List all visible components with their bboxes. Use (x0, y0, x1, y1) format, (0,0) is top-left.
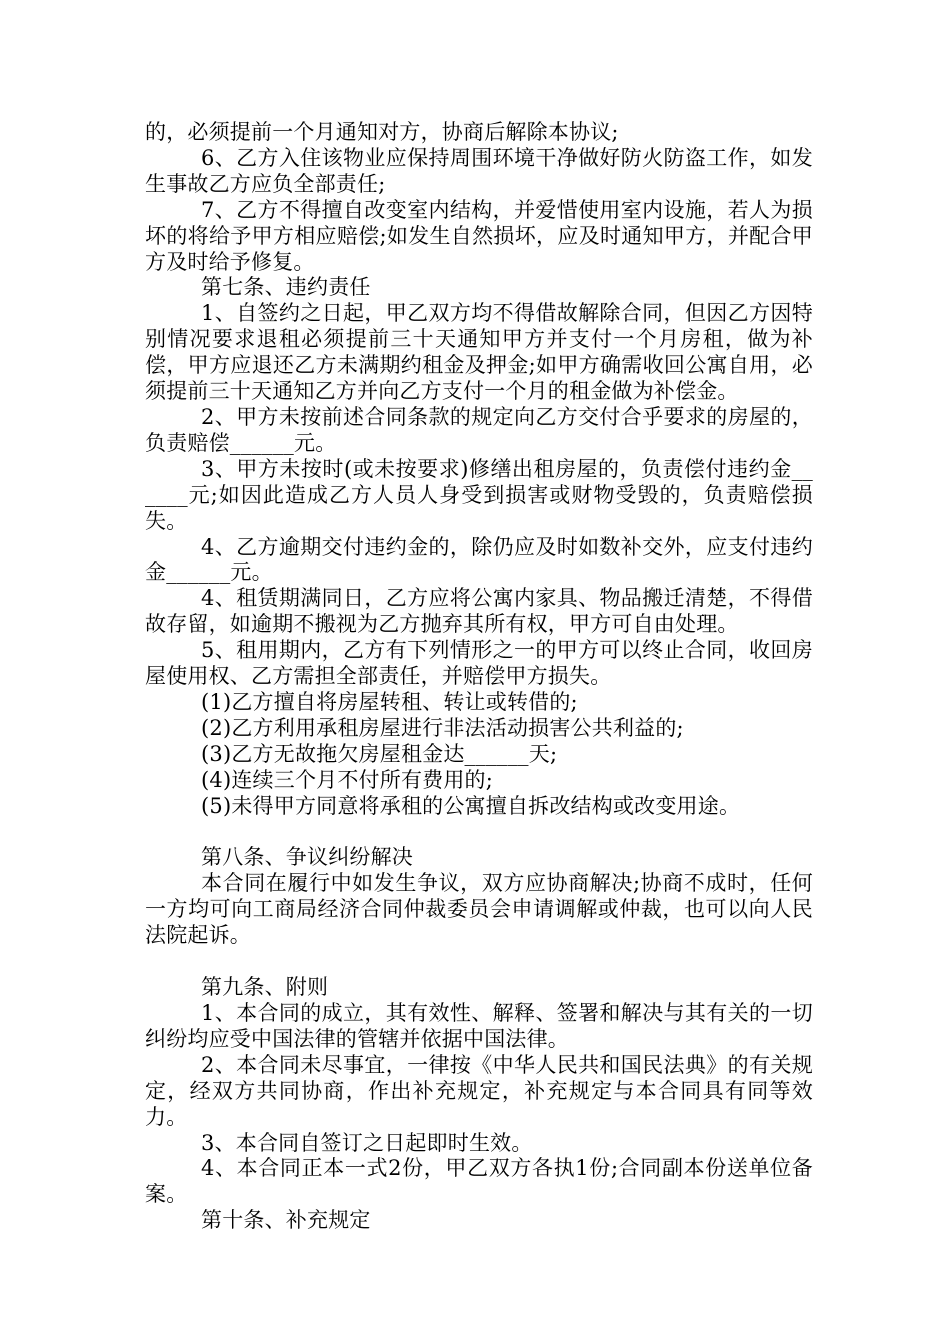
paragraph: 3、本合同自签订之日起即时生效。 (201, 1130, 533, 1155)
blank-line (145, 949, 813, 975)
list-item: (5)未得甲方同意将承租的公寓擅自拆改结构或改变用途。 (201, 793, 741, 818)
paragraph: 6、乙方入住该物业应保持周围环境干净做好防火防盗工作，如发生事故乙方应负全部责任; (145, 145, 813, 196)
paragraph: 1、本合同的成立，其有效性、解释、签署和解决与其有关的一切纠纷均应受中国法律的管辖并依据中国法律。 (145, 1001, 813, 1051)
section-heading: 第七条、违约责任 (201, 275, 371, 300)
blank-line (145, 819, 813, 845)
paragraph: 1、自签约之日起，甲乙双方均不得借故解除合同，但因乙方因特别情况要求退租必须提前三十天通知甲方并支付一个月房租，做为补偿，甲方应退还乙方未满期约租金及押金;如甲方确需收回公寓自用，必须提前三十天通知乙方并向乙方支付一个月的租金做为补偿金。 (145, 301, 813, 404)
section-heading: 第十条、补充规定 (201, 1208, 371, 1233)
paragraph: 4、本合同正本一式2份，甲乙双方各执1份;合同副本份送单位备案。 (145, 1156, 813, 1207)
paragraph: 4、乙方逾期交付违约金的，除仍应及时如数补交外，应支付违约金______元。 (145, 534, 813, 585)
paragraph: 2、本合同未尽事宜，一律按《中华人民共和国民法典》的有关规定，经双方共同协商，作出补充规定，补充规定与本合同具有同等效力。 (145, 1052, 813, 1129)
contract-body (145, 120, 813, 1234)
paragraph: 4、租赁期满同日，乙方应将公寓内家具、物品搬迁清楚，不得借故存留，如逾期不搬视为乙方抛弃其所有权，甲方可自由处理。 (145, 586, 813, 637)
paragraph: 3、甲方未按时(或未按要求)修缮出租房屋的，负责偿付违约金______元;如因此造成乙方人员人身受到损害或财物受毁的，负责赔偿损失。 (145, 456, 813, 533)
section-heading: 第九条、附则 (201, 975, 329, 1000)
paragraph: 5、租用期内，乙方有下列情形之一的甲方可以终止合同，收回房屋使用权、乙方需担全部责任，并赔偿甲方损失。 (145, 638, 813, 689)
paragraph: 本合同在履行中如发生争议，双方应协商解决;协商不成时，任何一方均可向工商局经济合同仲裁委员会申请调解或仲裁，也可以向人民法院起诉。 (145, 871, 813, 948)
list-item: (1)乙方擅自将房屋转租、转让或转借的; (201, 689, 578, 714)
list-item: (4)连续三个月不付所有费用的; (201, 767, 494, 792)
section-heading: 第八条、争议纠纷解决 (201, 845, 413, 870)
paragraph: 7、乙方不得擅自改变室内结构，并爱惜使用室内设施，若人为损坏的将给予甲方相应赔偿;如发生自然损坏，应及时通知甲方，并配合甲方及时给予修复。 (145, 197, 813, 274)
paragraph: 2、甲方未按前述合同条款的规定向乙方交付合乎要求的房屋的，负责赔偿______元。 (145, 404, 813, 455)
paragraph: 的，必须提前一个月通知对方，协商后解除本协议; (145, 120, 619, 144)
list-item: (3)乙方无故拖欠房屋租金达______天; (201, 741, 558, 766)
list-item: (2)乙方利用承租房屋进行非法活动损害公共利益的; (201, 715, 684, 740)
